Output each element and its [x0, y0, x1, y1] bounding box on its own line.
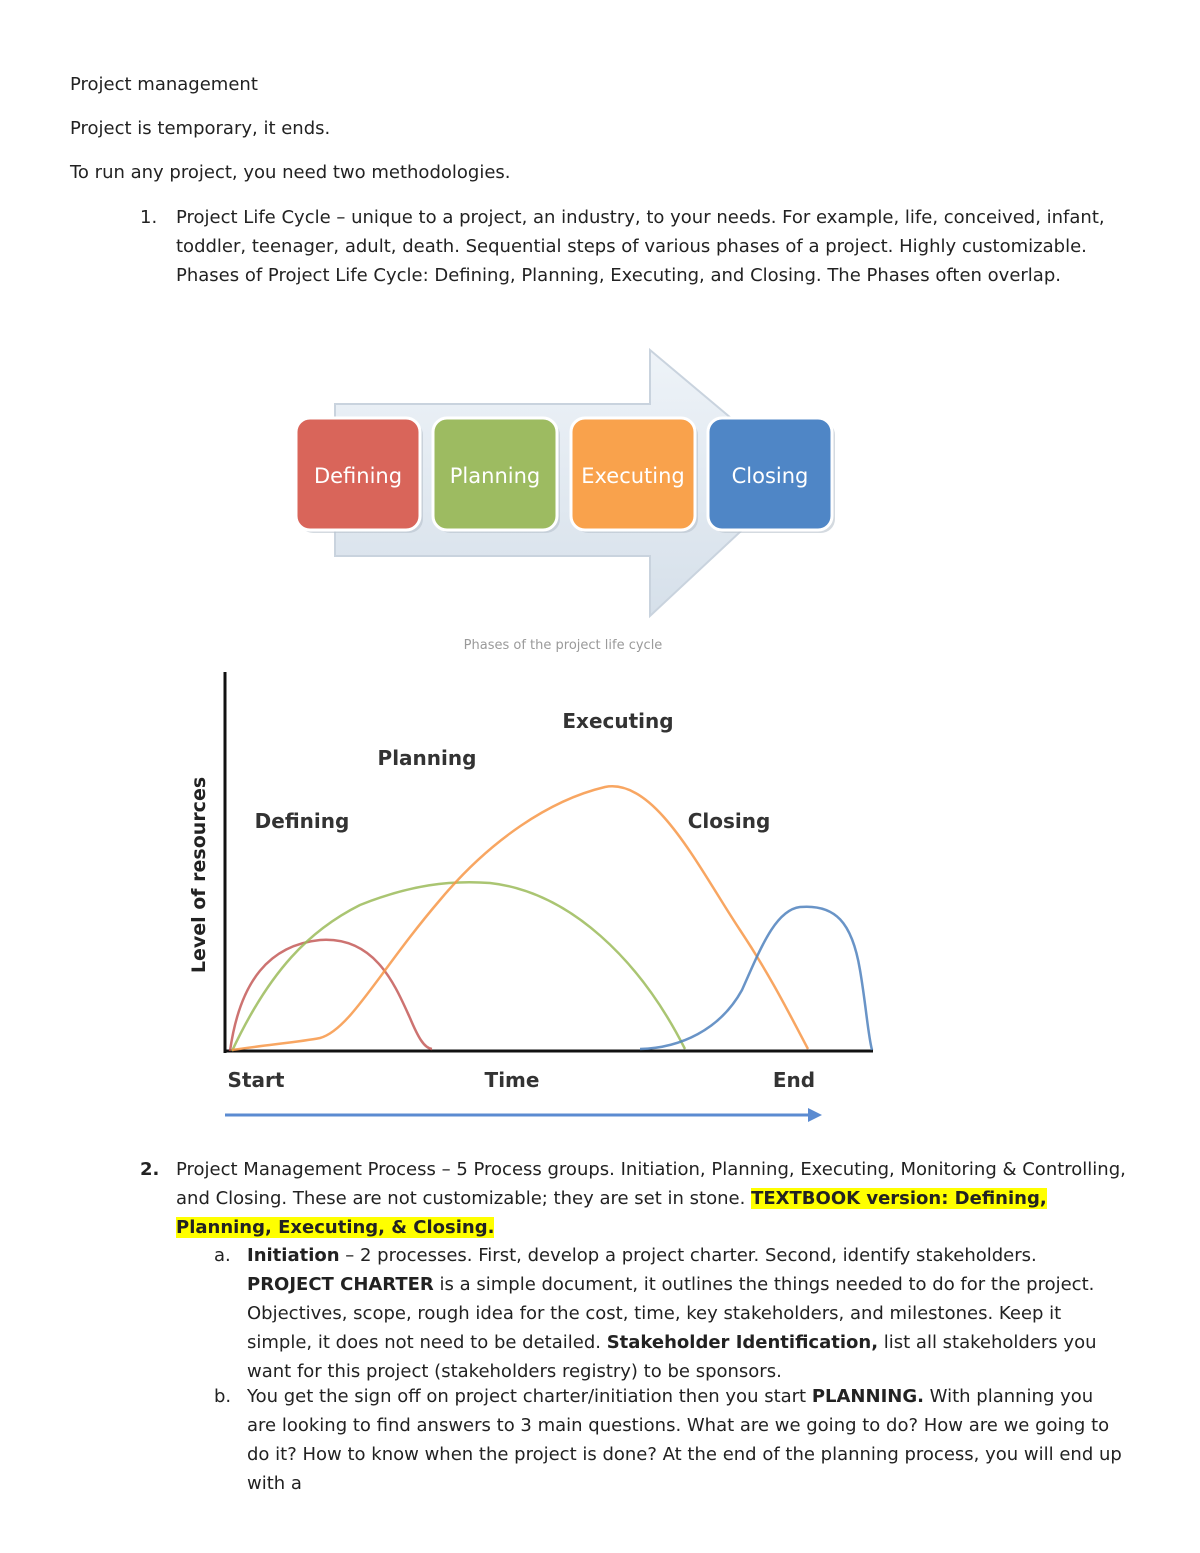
- list-number-1: 1.: [140, 207, 158, 228]
- phase-label-closing: Closing: [731, 464, 809, 488]
- x-label-start: Start: [227, 1068, 285, 1092]
- sub-item-planning: [247, 1382, 1127, 1498]
- phase-box-closing: [708, 418, 835, 533]
- planning-curve: [232, 882, 685, 1051]
- diagram-caption: Phases of the project life cycle: [463, 638, 663, 653]
- phase-label-planning: Planning: [449, 464, 541, 488]
- paragraph-methodologies: To run any project, you need two methodologies.: [70, 162, 511, 183]
- curve-label-planning: Planning: [377, 746, 477, 770]
- defining-curve: [230, 940, 432, 1051]
- textbook-version-highlight: TEXTBOOK version: Defining, Planning, Executing, & Closing.: [176, 1188, 1047, 1238]
- planning-text-2: With planning you are looking to find answers to 3 main questions. What are we going to do? How are we going to do it? How to know when the project is done? At the end of the planning process, you will end up with a: [247, 1386, 1122, 1494]
- pm-process-text: Project Management Process – 5 Process groups. Initiation, Planning, Executing, Monitoring & Controlling, and Closing. These are not customizable; they are set in stone.: [176, 1159, 1126, 1209]
- phase-box-planning: [433, 418, 560, 533]
- phase-box-defining: [296, 418, 423, 533]
- sub-item-initiation: [247, 1241, 1127, 1386]
- x-label-end: End: [772, 1068, 816, 1092]
- initiation-text-1: – 2 processes. First, develop a project charter. Second, identify stakeholders.: [339, 1245, 1037, 1266]
- initiation-bold: Initiation: [247, 1245, 340, 1266]
- y-axis-label: Level of resources: [188, 776, 210, 974]
- list-number-2: 2.: [140, 1159, 160, 1180]
- stakeholder-identification-bold: Stakeholder Identification,: [606, 1332, 879, 1353]
- initiation-text-2: is a simple document, it outlines the things needed to do for the project. Objectives, scope, rough idea for the cost, time, key stakeholders, and milestones. Keep it simple, it does not need to be detailed.: [247, 1274, 1095, 1353]
- phase-label-executing: Executing: [581, 464, 685, 488]
- x-label-time: Time: [484, 1068, 540, 1092]
- phase-box-executing: [571, 418, 698, 533]
- planning-bold: PLANNING.: [811, 1386, 924, 1407]
- doc-title: Project management: [70, 74, 258, 95]
- time-arrow-head: [808, 1108, 822, 1122]
- initiation-text-3: list all stakeholders you want for this project (stakeholders registry) to be sponsors.: [247, 1332, 1097, 1382]
- resource-curve-diagram: [0, 660, 1200, 1130]
- phases-diagram: [0, 340, 1200, 670]
- curve-label-executing: Executing: [562, 709, 674, 733]
- curve-label-defining: Defining: [254, 809, 350, 833]
- paragraph-temporary: Project is temporary, it ends.: [70, 118, 331, 139]
- sub-letter-b: b.: [214, 1386, 232, 1407]
- list-item-pm-process: [176, 1155, 1126, 1242]
- project-charter-bold: PROJECT CHARTER: [247, 1274, 434, 1295]
- list-item-project-life-cycle: Project Life Cycle – unique to a project, an industry, to your needs. For example, life, conceived, infant, toddler, teenager, adult, death. Sequential steps of various phases of a project. Highly customizable. Phases of Project Life Cycle: Defining, Planning, Executing, and Closing. The Phases often overlap.: [176, 207, 1105, 286]
- planning-text-1: You get the sign off on project charter/initiation then you start: [247, 1386, 812, 1407]
- curve-label-closing: Closing: [687, 809, 771, 833]
- sub-letter-a: a.: [214, 1245, 231, 1266]
- phase-label-defining: Defining: [313, 464, 403, 488]
